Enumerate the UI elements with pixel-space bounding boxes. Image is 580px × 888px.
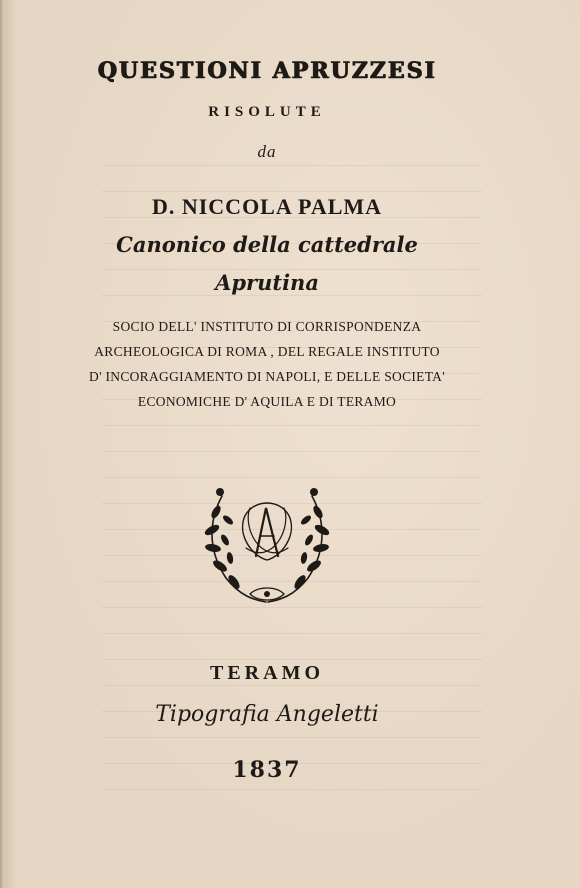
author-role-line-2: Aprutina <box>215 270 319 295</box>
monogram-wreath-icon <box>192 478 342 608</box>
publication-year: 1837 <box>232 757 302 783</box>
affiliation-line-3: D' INCORAGGIAMENTO DI NAPOLI, E DELLE SOCIETA' <box>89 369 445 384</box>
publication-place: TERAMO <box>210 662 324 684</box>
author-name: D. NICCOLA PALMA <box>151 194 383 219</box>
affiliation-line-4: ECONOMICHE D' AQUILA E DI TERAMO <box>137 394 397 409</box>
book-title: QUESTIONI APRUZZESI <box>97 58 437 84</box>
printer-name: Tipografia Angeletti <box>155 702 379 727</box>
author-role-line-1: Canonico della cattedrale <box>116 232 418 257</box>
by-line: da <box>257 142 277 161</box>
book-subtitle: RISOLUTE <box>208 104 326 120</box>
affiliation-line-1: SOCIO DELL' INSTITUTO DI CORRISPONDENZA <box>112 319 422 334</box>
affiliation-line-2: ARCHEOLOGICA DI ROMA , DEL REGALE INSTITUTO <box>94 344 440 359</box>
